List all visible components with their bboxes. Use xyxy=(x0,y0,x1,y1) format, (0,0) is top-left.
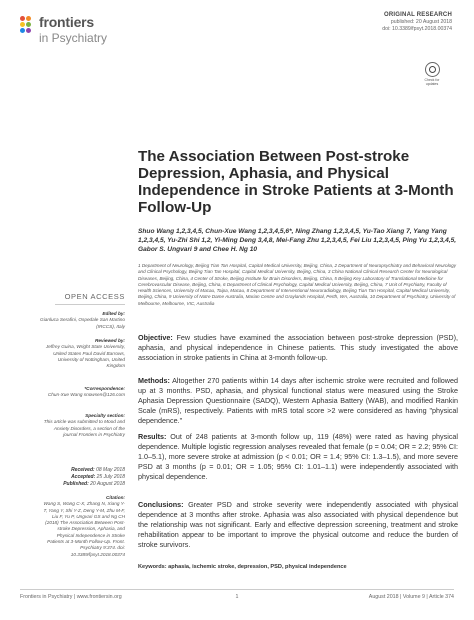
correspondence-value[interactable]: Chun-Xue Wang snowsen@126.com xyxy=(47,392,125,398)
correspondence-label: *Correspondence: xyxy=(84,386,125,391)
journal-subname: in Psychiatry xyxy=(39,31,108,45)
objective-label: Objective: xyxy=(138,333,173,342)
citation-label: Citation: xyxy=(105,495,125,500)
footer-journal-link[interactable]: Frontiers in Psychiatry | www.frontiersin.org xyxy=(20,594,122,600)
article-meta xyxy=(382,12,452,33)
article-type: ORIGINAL RESEARCH xyxy=(384,12,452,18)
affiliations: 1 Department of Neurology, Beijing Tian Tan Hospital, Capital Medical University, Beijing, China, 2 Department of Neuropsychiatry and Behavioral Neurology and Clinical Psychology, Beijing Tian Tan Hospital, Capital Medical University, Beijing, China, 3 China National Clinical Research Center for Neurological Diseases, Beijing, China, 4 Center of Stroke, Beijing Institute for Brain Disorders, Beijing, China, 5 Beijing Key Laboratory of Translational Medicine for Cerebrovascular Disease, Beijing, China, 6 Department of Clinical Psychology, Capital Medical University, Beijing, China, 7 Unit of Psychiatry, Faculty of Health Sciences, University of Macau, Taipa, Macau, 8 Department of Interventional Neuroradiology, Beijing Tian Tan Hospital, Capital Medical University, Beijing, China, 9 University of Notre Dame Australia, Marian Centre and Graylands Hospital, Perth, WA, Australia, 10 Department of Psychiatry, University of Melbourne, Melbourne, VIC, Australia xyxy=(138,263,457,306)
abstract-methods xyxy=(138,376,458,426)
published-date: published: 20 August 2018 xyxy=(390,19,452,25)
received-label: Received: xyxy=(71,467,95,473)
accepted-value: 25 July 2018 xyxy=(96,474,125,481)
reviewed-by-value: Jeffrey Guina, Wright State University, United States Paul David Barrows, University of Nottingham, United Kingdom xyxy=(45,344,125,369)
specialty-value: This article was submitted to Mood and Anxiety Disorders, a section of the journal Frontiers in Psychiatry xyxy=(43,419,125,437)
citation xyxy=(40,495,125,558)
objective-text: Few studies have examined the association between post-stroke depression (PSD), aphasia, and physical independence in Chinese patients. This study investigated the above association in stroke patients in China at 3-month follow-up. xyxy=(138,333,459,363)
footer-volume-info: August 2018 | Volume 9 | Article 374 xyxy=(368,594,454,600)
reviewed-by-label: Reviewed by: xyxy=(95,338,125,343)
edited-by xyxy=(40,311,125,330)
check-updates-icon xyxy=(425,62,440,77)
journal-name: frontiers xyxy=(39,14,94,30)
logo-dots-icon xyxy=(20,16,36,34)
results-text: Out of 248 patients at 3-month follow up, 119 (48%) were rated as having physical dependence. Multiple logistic regression analyses revealed that female (p = 0.04; OR = 2.2; 95% CI: 1.0–5.1), more severe stroke at admission (p < 0.01; OR = 1.4; 95% CI: 1.3–1.5), and more severe PSD at 3 months (p = 0.01; OR = 1.05; 95% CI: 1.01–1.1) were independently associated with physical dependence. xyxy=(138,432,459,482)
received-value: 08 May 2018 xyxy=(96,467,125,473)
conclusions-text: Greater PSD and stroke severity were independently associated with physical dependence at 3 months after stroke. Aphasia was also associated with physical dependence but the relationship was not significant. Early and effective depression screening, treatment and stroke rehabilitation appear to be important to improve the physical outcome and reduce the burden of stroke survivors. xyxy=(138,500,458,550)
methods-text: Altogether 270 patients within 14 days after ischemic stroke were recruited and followed up at 3 months. PSD, aphasia, and physical functional status were measured using the Stroke Aphasia Depression Questionnaire (SADQ), Western Aphasia Battery (WAB), and modified Rankin Scale (mRS), respectively. Patients with mRS total score >2 were considered as having "physical dependence." xyxy=(138,376,458,426)
results-label: Results: xyxy=(138,432,167,441)
page-number: 1 xyxy=(235,594,239,600)
edited-by-label: Edited by: xyxy=(102,311,125,316)
check-updates-label: Check for updates xyxy=(424,78,440,86)
journal-logo xyxy=(20,14,120,50)
keywords: Keywords: aphasia, ischemic stroke, depression, PSD, physical independence xyxy=(138,564,347,570)
published-label: Published: xyxy=(63,481,89,488)
methods-label: Methods: xyxy=(138,376,170,385)
reviewed-by xyxy=(40,338,125,369)
edited-by-value: Gianluca Serafini, Ospedale San Martino (IRCCS), Italy xyxy=(40,317,125,329)
accepted-label: Accepted: xyxy=(71,474,96,481)
specialty-section xyxy=(40,413,125,438)
sidebar-divider xyxy=(55,304,125,305)
correspondence xyxy=(40,386,125,399)
abstract-results xyxy=(138,432,458,482)
check-updates-button[interactable] xyxy=(424,62,440,84)
abstract-objective xyxy=(138,333,458,363)
abstract-conclusions xyxy=(138,500,458,550)
published-value: 20 August 2018 xyxy=(90,481,125,488)
footer-divider xyxy=(20,589,454,590)
citation-value: Wang S, Wang C-X, Zhang N, Xiang Y-T, Yang Y, Shi Y-Z, Deng Y-M, Zhu M-F, Liu F, Yu P, Ungvari GS and Ng CH (2018) The Association Between Post-stroke Depression, Aphasia, and Physical Independence in Stroke Patients at 3-Month Follow-Up. Front. Psychiatry 9:374. doi: 10.3389/fpsyt.2018.00374 xyxy=(43,501,125,557)
article-dates xyxy=(40,467,125,489)
article-title: The Association Between Post-stroke Depression, Aphasia, and Physical Independence in Stroke Patients at 3-Month Follow-Up xyxy=(138,148,454,216)
specialty-label: Specialty section: xyxy=(85,413,125,418)
author-list: Shuo Wang 1,2,3,4,5, Chun-Xue Wang 1,2,3,4,5,6*, Ning Zhang 1,2,3,4,5, Yu-Tao Xiang 7, Yang Yang 1,2,3,4,5, Yu-Zhi Shi 1,2, Yi-Ming Deng 3,4,8, Mei-Fang Zhu 1,2,3,4,5, Fei Liu 1,2,3,4,5, Ping Yu 1,2,3,4,5, Gabor S. Ungvari 9 and Chee H. Ng 10 xyxy=(138,228,457,253)
conclusions-label: Conclusions: xyxy=(138,500,184,509)
doi-link[interactable]: doi: 10.3389/fpsyt.2018.00374 xyxy=(382,26,452,32)
open-access-label: OPEN ACCESS xyxy=(64,292,125,301)
